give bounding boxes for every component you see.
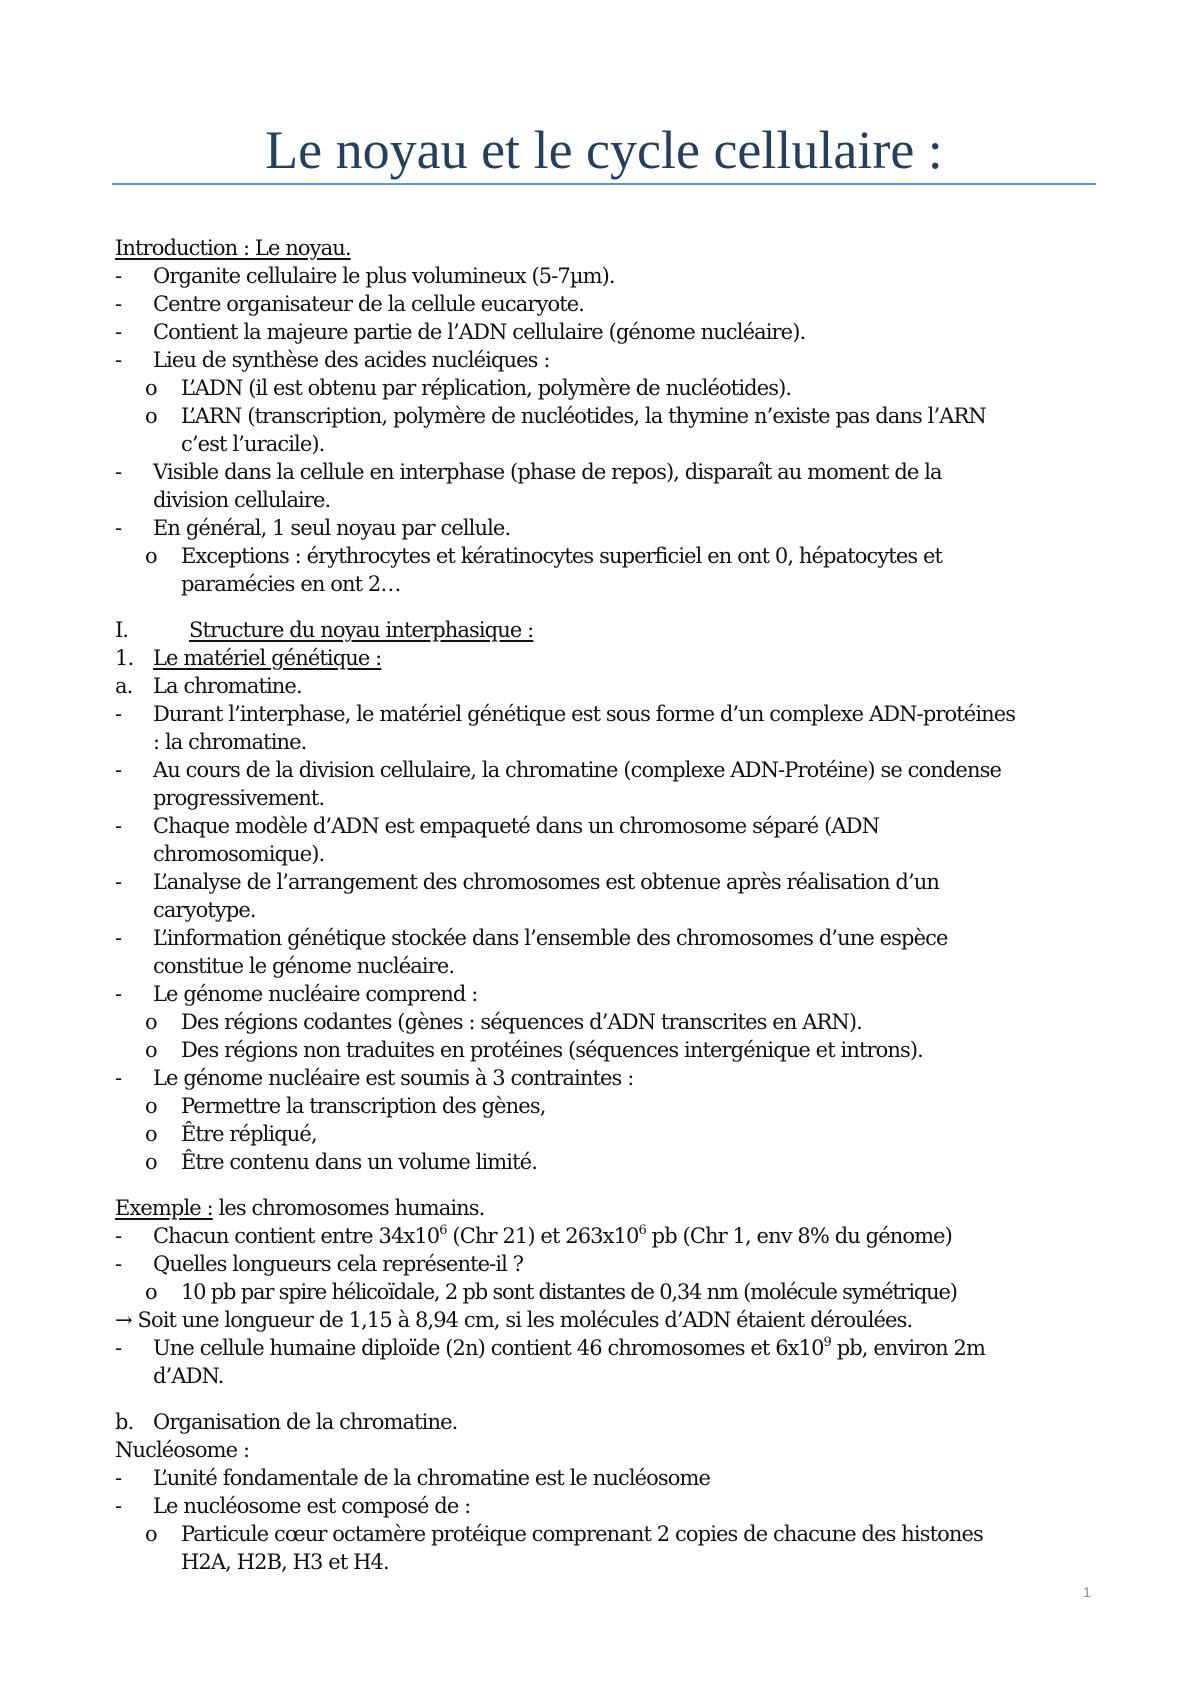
line-text-content: → Soit une longueur de 1,15 à 8,94 cm, si les molécules d’ADN étaient déroulées.: [115, 1308, 913, 1332]
line-text: [153, 896, 256, 924]
superscript-exponent: 6: [638, 1223, 646, 1238]
line-text: [153, 1362, 223, 1390]
bullet-dash: -: [115, 1336, 122, 1360]
line-text: [153, 728, 306, 756]
text-line: [115, 1036, 1105, 1064]
text-line: [115, 262, 1105, 290]
text-line: [115, 570, 1105, 598]
bullet-dash: -: [115, 264, 122, 288]
bullet-circle: o: [145, 1150, 157, 1174]
line-text: [153, 812, 879, 840]
bullet-dash: -: [115, 1224, 122, 1248]
bullet-dash: -: [115, 348, 122, 372]
line-text-content: L’ADN (il est obtenu par réplication, polymère de nucléotides).: [181, 376, 792, 400]
text-line: [115, 1250, 1105, 1278]
line-text: [181, 402, 986, 430]
text-line: [115, 980, 1105, 1008]
line-text-content: Organisation de la chromatine.: [153, 1410, 458, 1434]
bullet-dash: -: [115, 292, 122, 316]
line-text-content: progressivement.: [153, 786, 325, 810]
line-text: [153, 262, 615, 290]
text-line: [115, 1148, 1105, 1176]
text-line: [115, 728, 1105, 756]
line-text-content: paramécies en ont 2…: [181, 572, 401, 596]
line-text-content: c’est l’uracile).: [181, 432, 325, 456]
line-text: [153, 1334, 985, 1362]
text-line: [115, 756, 1105, 784]
line-text-content: Nucléosome :: [115, 1438, 250, 1462]
text-line: [115, 1278, 1105, 1306]
line-text-content: Permettre la transcription des gènes,: [181, 1094, 546, 1118]
line-text-content: constitue le génome nucléaire.: [153, 954, 455, 978]
line-text: [153, 672, 302, 700]
text-line: [115, 1464, 1105, 1492]
line-text-content: Exceptions : érythrocytes et kératinocytes superficiel en ont 0, hépatocytes et: [181, 544, 943, 568]
text-line: [115, 1548, 1105, 1576]
text-line: [115, 1194, 1105, 1222]
line-text: [181, 1036, 923, 1064]
text-line: [115, 672, 1105, 700]
bullet-circle: o: [145, 404, 157, 428]
page-title: Le noyau et le cycle cellulaire :: [265, 120, 943, 180]
line-text: [115, 1194, 484, 1222]
bullet-dash: -: [115, 1466, 122, 1490]
list-number: b.: [115, 1410, 134, 1434]
text-line: [115, 784, 1105, 812]
line-text: [181, 430, 324, 458]
line-text: [153, 346, 550, 374]
text-line: [115, 1362, 1105, 1390]
text-line: [115, 644, 1105, 672]
bullet-circle: o: [145, 1122, 157, 1146]
line-text: [153, 924, 948, 952]
bullet-dash: -: [115, 814, 122, 838]
line-text-rest: pb, environ 2m: [830, 1336, 986, 1360]
text-line: [115, 1306, 1105, 1334]
line-text: [153, 318, 805, 346]
text-line: [115, 1436, 1105, 1464]
line-text-content: Introduction : Le noyau.: [115, 236, 351, 260]
line-text-content: Structure du noyau interphasique :: [189, 618, 534, 642]
line-text-content: division cellulaire.: [153, 488, 331, 512]
page-number: 1: [1083, 1584, 1091, 1600]
line-text-content: H2A, H2B, H3 et H4.: [181, 1550, 389, 1574]
list-number: I.: [115, 618, 129, 642]
text-line: [115, 1064, 1105, 1092]
text-line: [115, 840, 1105, 868]
text-line: [115, 1334, 1105, 1362]
list-number: 1.: [115, 646, 134, 670]
line-text: [153, 980, 477, 1008]
line-text: [153, 1464, 710, 1492]
text-line: [115, 402, 1105, 430]
text-line: [115, 924, 1105, 952]
superscript-exponent: 6: [439, 1223, 447, 1238]
bullet-circle: o: [145, 1280, 157, 1304]
line-text: [181, 374, 791, 402]
line-text-content: Le génome nucléaire comprend :: [153, 982, 478, 1006]
text-line: [115, 1492, 1105, 1520]
bullet-dash: -: [115, 870, 122, 894]
line-text: [181, 1278, 957, 1306]
line-text: [153, 1492, 470, 1520]
line-text-content: Le matériel génétique :: [153, 646, 382, 670]
line-text: [181, 542, 942, 570]
line-text-content: Chaque modèle d’ADN est empaqueté dans un chromosome séparé (ADN: [153, 814, 880, 838]
line-text: [153, 1064, 633, 1092]
line-text: [153, 514, 510, 542]
line-text-content: Organite cellulaire le plus volumineux (5-7µm).: [153, 264, 615, 288]
bullet-dash: -: [115, 702, 122, 726]
text-line: [115, 374, 1105, 402]
text-line: [115, 1520, 1105, 1548]
text-line: [115, 1008, 1105, 1036]
text-line: [115, 1222, 1105, 1250]
line-text-content: L’information génétique stockée dans l’ensemble des chromosomes d’une espèce: [153, 926, 948, 950]
line-text: [153, 1222, 952, 1250]
line-text: [153, 700, 1015, 728]
text-line: [115, 952, 1105, 980]
line-text: [153, 840, 324, 868]
line-text: [153, 458, 942, 486]
line-text: [153, 952, 454, 980]
text-line: [115, 1120, 1105, 1148]
line-text-content: Une cellule humaine diploïde (2n) contient 46 chromosomes et 6x10: [153, 1336, 824, 1360]
bullet-circle: o: [145, 544, 157, 568]
text-line: [115, 812, 1105, 840]
title-underline-rule: [112, 183, 1096, 185]
line-text-content: Des régions non traduites en protéines (séquences intergénique et introns).: [181, 1038, 923, 1062]
line-text: [189, 616, 533, 644]
line-text-content: Être répliqué,: [181, 1122, 317, 1146]
line-text-content: L’analyse de l’arrangement des chromosomes est obtenue après réalisation d’un: [153, 870, 939, 894]
bullet-circle: o: [145, 1038, 157, 1062]
bullet-dash: -: [115, 320, 122, 344]
text-line: [115, 318, 1105, 346]
line-text-content: Être contenu dans un volume limité.: [181, 1150, 537, 1174]
line-text: [153, 756, 1001, 784]
line-text-content: Durant l’interphase, le matériel génétique est sous forme d’un complexe ADN-protéines: [153, 702, 1016, 726]
bullet-circle: o: [145, 376, 157, 400]
underlined-label: Exemple :: [115, 1196, 213, 1220]
line-text-content: Particule cœur octamère protéique comprenant 2 copies de chacune des histones: [181, 1522, 983, 1546]
text-line: [115, 234, 1105, 262]
line-text-content: chromosomique).: [153, 842, 325, 866]
line-text-content: Des régions codantes (gènes : séquences d’ADN transcrites en ARN).: [181, 1010, 862, 1034]
bullet-circle: o: [145, 1094, 157, 1118]
line-text: [181, 1548, 389, 1576]
text-line: [115, 700, 1105, 728]
line-text-rest: pb (Chr 1, env 8% du génome): [645, 1224, 952, 1248]
document-body: [115, 234, 1105, 1576]
bullet-circle: o: [145, 1522, 157, 1546]
bullet-dash: -: [115, 1066, 122, 1090]
line-text-content: Au cours de la division cellulaire, la chromatine (complexe ADN-Protéine) se condense: [153, 758, 1001, 782]
bullet-dash: -: [115, 460, 122, 484]
bullet-dash: -: [115, 1494, 122, 1518]
line-text-content: Le nucléosome est composé de :: [153, 1494, 471, 1518]
bullet-dash: -: [115, 516, 122, 540]
line-text: [153, 486, 330, 514]
line-text: [153, 1250, 523, 1278]
line-text-content: La chromatine.: [153, 674, 302, 698]
line-text: [181, 1120, 317, 1148]
text-line: [115, 290, 1105, 318]
text-line: [115, 346, 1105, 374]
list-number: a.: [115, 674, 133, 698]
line-text: [181, 570, 401, 598]
line-text-content: 10 pb par spire hélicoïdale, 2 pb sont distantes de 0,34 nm (molécule symétrique): [181, 1280, 957, 1304]
text-line: [115, 896, 1105, 924]
line-text-content: En général, 1 seul noyau par cellule.: [153, 516, 511, 540]
line-text: [153, 784, 324, 812]
line-text: [181, 1520, 983, 1548]
line-text: [181, 1092, 545, 1120]
line-text-rest: (Chr 21) et 263x10: [446, 1224, 639, 1248]
line-text-content: Lieu de synthèse des acides nucléiques :: [153, 348, 550, 372]
bullet-dash: -: [115, 926, 122, 950]
line-text: [181, 1008, 862, 1036]
text-line: [115, 616, 1105, 644]
bullet-dash: -: [115, 982, 122, 1006]
text-line: [115, 514, 1105, 542]
text-line: [115, 1408, 1105, 1436]
line-text-content: L’ARN (transcription, polymère de nucléotides, la thymine n’existe pas dans l’ARN: [181, 404, 986, 428]
line-text-rest: les chromosomes humains.: [212, 1196, 485, 1220]
text-line: [115, 458, 1105, 486]
line-text: [153, 868, 939, 896]
line-text: [115, 234, 351, 262]
line-text-content: Chacun contient entre 34x10: [153, 1224, 440, 1248]
line-text-content: Visible dans la cellule en interphase (phase de repos), disparaît au moment de la: [153, 460, 942, 484]
line-text: [153, 290, 584, 318]
line-text-content: Contient la majeure partie de l’ADN cellulaire (génome nucléaire).: [153, 320, 806, 344]
bullet-dash: -: [115, 758, 122, 782]
line-text-content: Quelles longueurs cela représente-il ?: [153, 1252, 524, 1276]
superscript-exponent: 9: [823, 1335, 831, 1350]
line-text-content: Centre organisateur de la cellule eucaryote.: [153, 292, 585, 316]
line-text-content: caryotype.: [153, 898, 256, 922]
line-text-content: L’unité fondamentale de la chromatine est le nucléosome: [153, 1466, 711, 1490]
bullet-dash: -: [115, 1252, 122, 1276]
line-text: [181, 1148, 537, 1176]
line-text: [153, 1408, 457, 1436]
line-text-content: d’ADN.: [153, 1364, 224, 1388]
bullet-circle: o: [145, 1010, 157, 1034]
text-line: [115, 1092, 1105, 1120]
line-text: [115, 1306, 912, 1334]
line-text-content: Le génome nucléaire est soumis à 3 contraintes :: [153, 1066, 634, 1090]
text-line: [115, 868, 1105, 896]
text-line: [115, 542, 1105, 570]
line-text: [153, 644, 381, 672]
text-line: [115, 430, 1105, 458]
line-text: [115, 1436, 249, 1464]
text-line: [115, 486, 1105, 514]
line-text-content: : la chromatine.: [153, 730, 307, 754]
